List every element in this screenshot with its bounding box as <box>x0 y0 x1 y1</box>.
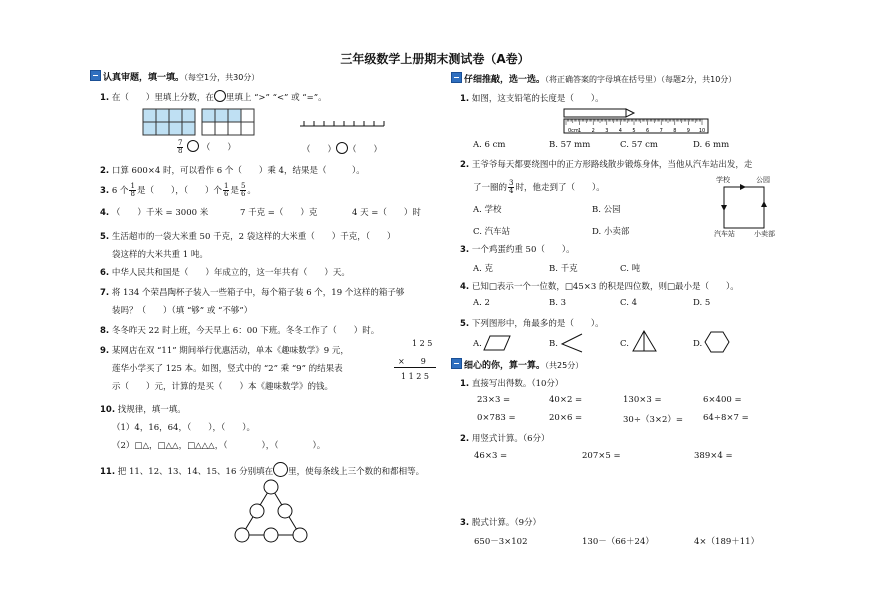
question-10: 10. 找规律，填一填。 <box>100 405 186 415</box>
ruler-tick-label: 3 <box>605 128 609 134</box>
section-icon <box>451 72 462 83</box>
vertical-calc-item: 46×3 = <box>474 451 508 461</box>
calc-q2: 2. 用竖式计算。（6分） <box>460 434 550 444</box>
ruler-tick-label: 1 <box>578 128 582 134</box>
r-q2-option-d: D. 小卖部 <box>592 227 630 237</box>
ruler-tick-label: 5 <box>632 128 636 134</box>
ruler-tick-label: 10 <box>698 128 706 134</box>
page-title: 三年级数学上册期末测试卷（A卷） <box>340 52 530 66</box>
calc-item: 130×3 = <box>623 395 662 405</box>
r-q4-option-d: D. 5 <box>693 298 711 308</box>
vertical-calc-line3: 1 1 2 5 <box>401 372 429 381</box>
circle-blank-icon <box>273 462 288 477</box>
question-8: 8. 冬冬昨天 22 时上班，今天早上 6：00 下班。冬冬工作了（ ）时。 <box>100 326 380 336</box>
r-question-3: 3. 一个鸡蛋约重 50（ ）。 <box>460 245 575 255</box>
vertical-calc-rule <box>394 367 436 368</box>
circle-blank-icon <box>214 90 226 102</box>
ruler-tick-label: 4 <box>618 128 622 134</box>
question-5-line2: 袋这样的大米共重 1 吨。 <box>112 250 208 260</box>
triangle-circles-diagram <box>228 478 318 546</box>
question-6: 6. 中华人民共和国是（ ）年成立的，这一年共有（ ）天。 <box>100 268 350 278</box>
r-q1-option-b: B. 57 mm <box>549 140 591 150</box>
section-icon <box>90 70 101 81</box>
ruler-tick-label: 0cm <box>568 128 579 134</box>
hexagon-shape <box>704 330 730 354</box>
r-question-2-line2: 了一圈的 $\frac{3}{4}$ 时，他走到了（ ）。 <box>473 179 605 195</box>
question-4: 4. （ ）千米 = 3000 米 <box>100 208 209 218</box>
r-q5-option-c: C. <box>620 339 629 349</box>
r-q4-option-b: B. 3 <box>549 298 567 308</box>
triangle-shape <box>631 329 659 355</box>
question-10a: （1）4，16，64，（ ），（ ）。 <box>112 423 255 433</box>
calc-item: 64÷8×7 = <box>703 413 749 423</box>
q1-compare-row: （ ） （ ） <box>302 142 382 155</box>
map-park-label: 公园 <box>756 176 770 184</box>
question-9-line2: 莲华小学买了 125 本。如图，竖式中的 “2” 乘 “9” 的结果表 <box>112 364 343 374</box>
angle-shape <box>560 332 584 354</box>
question-4b: 7 千克 =（ ）克 <box>240 208 318 218</box>
calc-item: 23×3 = <box>477 395 511 405</box>
section-2-heading: 仔细推敲，选一选。（将正确答案的字母填在括号里）（每题2分，共10分） <box>451 72 736 85</box>
parallelogram-shape <box>484 334 514 354</box>
r-q3-option-a: A. 克 <box>473 264 494 274</box>
r-question-4: 4. 已知□表示一个一位数，□45×3 的积是四位数，则□最小是（ ）。 <box>460 282 739 292</box>
vertical-calc-item: 207×5 = <box>582 451 621 461</box>
question-4c: 4 天 =（ ）时 <box>352 208 421 218</box>
vertical-calc-line2: × 9 <box>398 357 426 366</box>
section-1-heading: 认真审题，填一填。（每空1分，共30分） <box>90 70 259 83</box>
r-q5-option-a: A. <box>473 339 482 349</box>
number-line <box>298 118 388 132</box>
r-question-2: 2. 王爷爷每天都要绕图中的正方形路线散步锻炼身体，当他从汽车站出发，走 <box>460 160 753 170</box>
r-q4-option-c: C. 4 <box>620 298 638 308</box>
calc-q3: 3. 脱式计算。（9分） <box>460 518 542 528</box>
r-q3-option-c: C. 吨 <box>620 264 641 274</box>
ruler-tick-label: 8 <box>673 128 677 134</box>
r-q5-option-d: D. <box>693 339 703 349</box>
r-question-1: 1. 如图，这支铅笔的长度是（ ）。 <box>460 94 604 104</box>
question-9-line3: 示（ ）元，计算的是买（ ）本《趣味数学》的钱。 <box>112 382 334 392</box>
map-shop-label: 小卖部 <box>754 230 775 238</box>
ruler-tick-label: 6 <box>646 128 650 134</box>
question-2: 2. 口算 600×4 时，可以看作 6 个（ ）乘 4，结果是（ ）。 <box>100 166 365 176</box>
question-3: 3. 6 个 $\frac{1}{8}$ 是（ ），（ ）个 $\frac{1}{6}$ 是 $\frac{5}{6}$ 。 <box>100 182 256 198</box>
section-icon <box>451 358 462 369</box>
vertical-calc-item: 389×4 = <box>694 451 733 461</box>
r-q1-option-c: C. 57 cm <box>620 140 658 150</box>
calc-item: 30÷（3×2）= <box>623 415 683 425</box>
section-3-heading: 细心的你，算一算。（共25分） <box>451 358 583 371</box>
step-calc-item: 130－（66＋24） <box>582 537 654 547</box>
r-q2-option-a: A. 学校 <box>473 205 502 215</box>
calc-item: 20×6 = <box>549 413 583 423</box>
r-q3-option-b: B. 千克 <box>549 264 578 274</box>
question-5: 5. 生活超市的一袋大米重 50 千克，2 袋这样的大米重（ ）千克，（ ） <box>100 232 396 242</box>
calc-item: 0×783 = <box>477 413 516 423</box>
question-11: 11. 把 11、12、13、14、15、16 分别填在 里，使每条线上三个数的和都相等。 <box>100 462 424 477</box>
vertical-calc-line1: 1 2 5 <box>412 339 433 348</box>
calc-q1: 1. 直接写出得数。（10分） <box>460 379 564 389</box>
calc-item: 6×400 = <box>703 395 742 405</box>
calc-item: 40×2 = <box>549 395 583 405</box>
r-q2-option-c: C. 汽车站 <box>473 227 511 237</box>
step-calc-item: 4×（189＋11） <box>694 537 760 547</box>
q1-fraction-row: $\frac{7}{8}$ （ ） <box>178 139 236 155</box>
question-10b: （2）□△，□△△，□△△△，（ ），（ ）。 <box>112 441 326 451</box>
r-q5-option-b: B. <box>549 339 558 349</box>
r-q2-option-b: B. 公园 <box>592 205 621 215</box>
ruler-tick-label: 9 <box>686 128 690 134</box>
r-q1-option-a: A. 6 cm <box>473 140 506 150</box>
ruler-tick-label: 2 <box>591 128 595 134</box>
r-q1-option-d: D. 6 mm <box>693 140 730 150</box>
question-1: 1. 在（ ）里填上分数，在 里填上 “>” “<” 或 “=”。 <box>100 90 327 103</box>
question-9: 9. 某网店在双 “11” 期间举行优惠活动，单本《趣味数学》9 元， <box>100 346 349 356</box>
r-q4-option-a: A. 2 <box>473 298 490 308</box>
square-route-map <box>716 181 768 231</box>
question-7-line2: 装吗？（ ）（填 “够” 或 “不够”） <box>112 306 253 316</box>
map-bus-label: 汽车站 <box>714 230 735 238</box>
ruler-pencil-diagram <box>562 107 712 135</box>
step-calc-item: 650－3×102 <box>474 537 528 547</box>
fraction-grids <box>140 107 260 137</box>
map-school-label: 学校 <box>716 176 730 184</box>
r-question-5: 5. 下列图形中，角最多的是（ ）。 <box>460 319 604 329</box>
ruler-tick-label: 7 <box>659 128 663 134</box>
question-7: 7. 将 134 个荣昌陶杯子装入一些箱子中，每个箱子装 6 个，19 个这样的箱子够 <box>100 288 405 298</box>
